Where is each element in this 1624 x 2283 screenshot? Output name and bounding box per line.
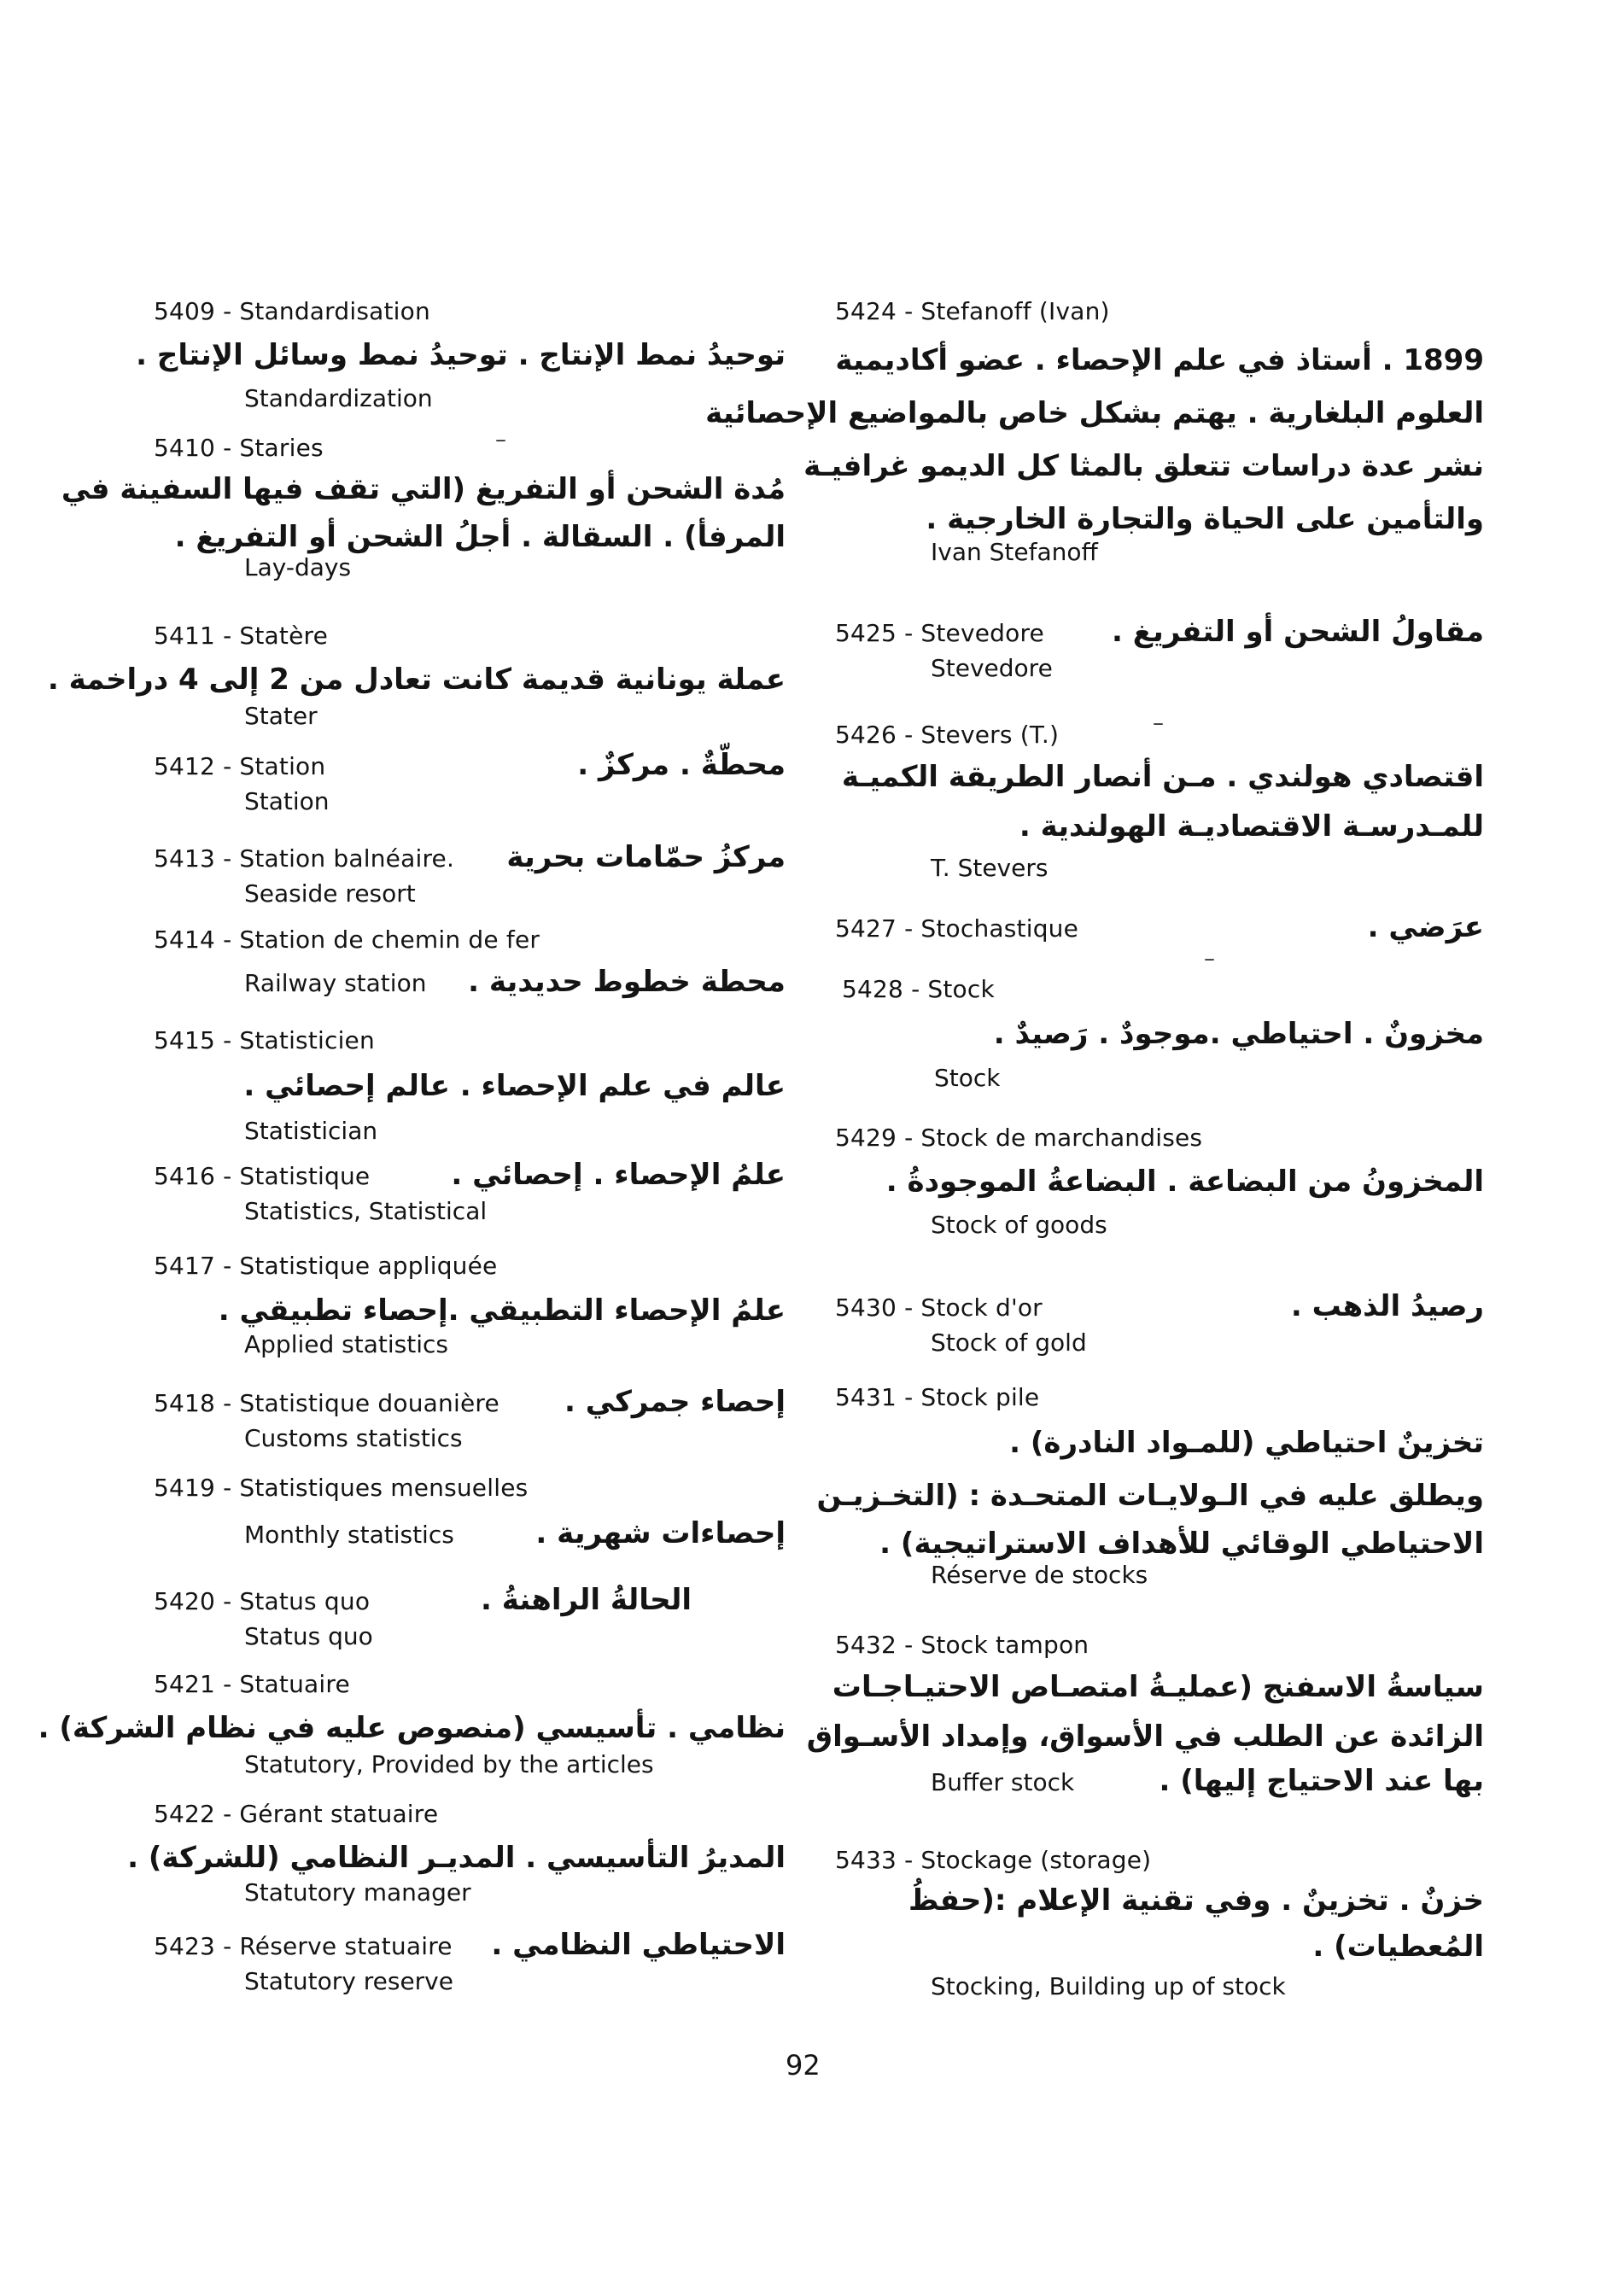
- entry-number: 5413: [154, 844, 216, 873]
- entry-term: Statistique: [239, 1162, 371, 1190]
- entry-5425: [835, 612, 1484, 718]
- entry-5414: [154, 923, 786, 1024]
- english-translation: Stevedore: [931, 654, 1053, 682]
- english-translation: Stater: [244, 702, 318, 730]
- arabic-definition: نشر عدة دراسات تتعلق بالمثا كل الديمو غرافيـة: [803, 449, 1484, 483]
- entry-term: Station de chemin de fer: [239, 925, 540, 954]
- entry-5430: [835, 1287, 1484, 1381]
- right-column: [705, 295, 1484, 2014]
- entry-number: 5431: [835, 1383, 897, 1411]
- entry-5432: [806, 1628, 1484, 1843]
- english-translation: Seaside resort: [244, 879, 416, 908]
- entry-head: 5422 - Gérant statuaire: [154, 1797, 786, 1831]
- entry-number: 5430: [835, 1293, 897, 1322]
- entry-head: 5431 - Stock pile: [835, 1381, 1484, 1415]
- entry-head: 5414 - Station de chemin de fer: [154, 923, 786, 957]
- entry-row: [154, 1382, 786, 1422]
- entry-term: Standardisation: [239, 297, 430, 325]
- entry-head: 5426 - Stevers (T.): [835, 718, 1484, 752]
- entry-term: Stock pile: [920, 1383, 1040, 1411]
- arabic-definition: محطّةٌ . مركزٌ .: [577, 748, 786, 782]
- entry-term: Réserve statuaire: [239, 1932, 453, 1960]
- entry-head: 5430 - Stock d'or: [835, 1291, 1043, 1325]
- english-translation: Ivan Stefanoff: [931, 538, 1098, 566]
- entry-row: [835, 1287, 1484, 1326]
- arabic-definition: نظامي . تأسيسي (منصوص عليه في نظام الشركة) .: [38, 1711, 786, 1745]
- entry-term: Stock tampon: [920, 1631, 1089, 1659]
- entry-head: 5413 - Station balnéaire.: [154, 842, 454, 876]
- entry-head: 5419 - Statistiques mensuelles: [154, 1471, 786, 1505]
- left-column: [38, 295, 786, 2002]
- entry-head: 5410 - Staries: [154, 431, 786, 465]
- entry-row: [835, 612, 1484, 651]
- english-translation: Statutory manager: [244, 1878, 471, 1906]
- entry-number: 5421: [154, 1670, 216, 1698]
- arabic-definition: سياسةُ الاسفنج (عمليـةُ امتصـاص الاحتيـاجـات: [832, 1670, 1484, 1704]
- english-translation: Status quo: [244, 1622, 373, 1650]
- entry-term: Statuaire: [239, 1670, 350, 1698]
- entry-5421: [38, 1667, 786, 1797]
- english-translation: Réserve de stocks: [931, 1561, 1148, 1589]
- arabic-definition: المرفأ) . السقالة . أجلُ الشحن أو التفريغ .: [174, 520, 786, 554]
- entry-head: 5428 - Stock: [835, 972, 1484, 1007]
- entry-term: Statistique douanière: [239, 1389, 499, 1417]
- arabic-definition: إحصاءات شهرية .: [535, 1516, 786, 1550]
- entry-number: 5433: [835, 1846, 897, 1874]
- english-translation: Stock of gold: [931, 1328, 1087, 1357]
- arabic-definition: العلوم البلغارية . يهتم بشكل خاص بالمواضيع الإحصائية: [705, 396, 1484, 430]
- english-translation: Stock of goods: [931, 1211, 1107, 1239]
- arabic-definition: علمُ الإحصاء التطبيقي .إحصاء تطبيقي .: [218, 1293, 786, 1328]
- entry-head: 5416 - Statistique: [154, 1159, 370, 1194]
- arabic-definition: المُعطيات) .: [1312, 1930, 1484, 1964]
- entry-head: 5424 - Stefanoff (Ivan): [835, 295, 1484, 329]
- entry-term: Stevers (T.): [920, 721, 1060, 749]
- arabic-definition: توحيدُ نمط الإنتاج . توحيدُ نمط وسائل الإنتاج .: [136, 338, 786, 372]
- entry-number: 5410: [154, 434, 216, 462]
- arabic-definition: مخزونٌ . احتياطي .موجودٌ . رَصيدٌ .: [993, 1017, 1484, 1051]
- english-translation: Station: [244, 787, 330, 815]
- entry-5420: [154, 1580, 786, 1667]
- entry-number: 5419: [154, 1474, 216, 1502]
- entry-number: 5428: [842, 975, 904, 1003]
- arabic-definition: الاحتياطي النظامي .: [491, 1928, 786, 1962]
- arabic-definition: 1899 . أستاذ في علم الإحصاء . عضو أكاديمية: [835, 343, 1484, 377]
- entry-head: 5409 - Standardisation: [154, 295, 786, 329]
- entry-term: Stock de marchandises: [920, 1124, 1203, 1152]
- entry-5431: [816, 1381, 1484, 1628]
- entry-term: Statistiques mensuelles: [239, 1474, 529, 1502]
- arabic-definition: محطة خطوط حديدية .: [468, 965, 786, 999]
- entry-5427: [835, 908, 1484, 972]
- entry-head: 5423 - Réserve statuaire: [154, 1930, 453, 1964]
- entry-head: 5415 - Statisticien: [154, 1024, 786, 1058]
- entry-term: Stock: [927, 975, 995, 1003]
- entry-term: Statistique appliquée: [239, 1252, 498, 1280]
- entry-number: 5412: [154, 752, 216, 780]
- entry-5433: [835, 1843, 1484, 2014]
- entry-row: [154, 1580, 786, 1620]
- english-translation: Statistics, Statistical: [244, 1197, 488, 1225]
- arabic-definition: ويطلق عليه في الـولايـات المتحـدة : (التخـزيـن: [816, 1479, 1484, 1513]
- entry-number: 5425: [835, 619, 897, 647]
- entry-term: Stock d'or: [920, 1293, 1043, 1322]
- entry-head: 5429 - Stock de marchandises: [835, 1121, 1484, 1155]
- entry-5426: [835, 718, 1484, 908]
- arabic-definition: تخزينٌ احتياطي (للمـواد النادرة) .: [1009, 1426, 1484, 1460]
- arabic-definition: عرَضي .: [1367, 910, 1484, 944]
- entry-5419: [154, 1471, 786, 1580]
- arabic-definition: إحصاء جمركي .: [564, 1385, 786, 1419]
- entry-number: 5415: [154, 1026, 216, 1054]
- entry-term: Station balnéaire.: [239, 844, 455, 873]
- entry-5428: [835, 972, 1484, 1121]
- entry-number: 5429: [835, 1124, 897, 1152]
- entry-5410: [61, 431, 786, 619]
- english-translation: Railway station: [244, 969, 427, 997]
- arabic-definition: الزائدة عن الطلب في الأسواق، وإمداد الأسـواق: [806, 1720, 1484, 1754]
- english-translation: Stocking, Building up of stock: [931, 1972, 1286, 2000]
- entry-row: [154, 838, 786, 877]
- english-translation: Stock: [934, 1064, 1001, 1092]
- entry-head: 5420 - Status quo: [154, 1585, 370, 1619]
- entry-5422: [127, 1797, 786, 1925]
- entry-number: 5422: [154, 1800, 216, 1828]
- entry-number: 5418: [154, 1389, 216, 1417]
- english-translation: Monthly statistics: [244, 1521, 454, 1549]
- entry-row: [154, 962, 786, 1001]
- english-translation: Lay-days: [244, 553, 352, 581]
- arabic-definition: عملة يونانية قديمة كانت تعادل من 2 إلى 4 دراخمة .: [47, 663, 786, 697]
- entry-5416: [154, 1155, 786, 1249]
- entry-head: 5433 - Stockage (storage): [835, 1843, 1484, 1877]
- english-translation: Customs statistics: [244, 1424, 463, 1452]
- scan-mark: –: [495, 427, 506, 453]
- entry-term: Staries: [239, 434, 324, 462]
- english-translation: Statistician: [244, 1117, 378, 1145]
- arabic-definition: مُدة الشحن أو التفريغ (التي تقف فيها السفينة في: [61, 472, 786, 506]
- arabic-definition: خزنٌ . تخزينٌ . وفي تقنية الإعلام :(حفظُ: [908, 1883, 1484, 1918]
- entry-head: 5427 - Stochastique: [835, 912, 1078, 946]
- entry-number: 5414: [154, 925, 216, 954]
- english-translation: Buffer stock: [931, 1768, 1075, 1796]
- arabic-definition: المديرُ التأسيسي . المديـر النظامي (للشركة) .: [127, 1841, 786, 1875]
- entry-5423: [154, 1925, 786, 2002]
- entry-term: Stockage (storage): [920, 1846, 1152, 1874]
- entry-number: 5416: [154, 1162, 216, 1190]
- entry-head: 5411 - Statère: [154, 619, 786, 653]
- scan-mark: –: [1153, 710, 1164, 736]
- entry-5412: [154, 745, 786, 838]
- entry-head: 5432 - Stock tampon: [835, 1628, 1484, 1662]
- arabic-definition: علمُ الإحصاء . إحصائي .: [451, 1158, 786, 1192]
- entry-row: [154, 1155, 786, 1194]
- entry-5418: [154, 1382, 786, 1471]
- entry-head: 5418 - Statistique douanière: [154, 1387, 499, 1421]
- entry-number: 5426: [835, 721, 897, 749]
- entry-number: 5423: [154, 1932, 216, 1960]
- entry-5413: [154, 838, 786, 923]
- entry-row: [154, 1925, 786, 1965]
- entry-row: [154, 745, 786, 785]
- entry-head: 5425 - Stevedore: [835, 616, 1044, 651]
- arabic-definition: رصيدُ الذهب .: [1290, 1289, 1484, 1323]
- english-translation: Applied statistics: [244, 1330, 448, 1358]
- entry-5429: [835, 1121, 1484, 1287]
- arabic-definition: الحالةُ الراهنةُ .: [481, 1583, 692, 1617]
- entry-term: Stefanoff (Ivan): [920, 297, 1110, 325]
- entry-term: Status quo: [239, 1587, 371, 1615]
- arabic-definition: بها عند الاحتياج إليها) .: [1159, 1764, 1484, 1798]
- english-translation: Statutory, Provided by the articles: [244, 1750, 654, 1778]
- entry-number: 5409: [154, 297, 216, 325]
- entry-number: 5432: [835, 1631, 897, 1659]
- entry-5424: [705, 295, 1484, 612]
- entry-term: Stochastique: [920, 914, 1079, 943]
- entry-5411: [47, 619, 786, 745]
- entry-number: 5411: [154, 622, 216, 650]
- entry-term: Statisticien: [239, 1026, 375, 1054]
- entry-term: Stevedore: [920, 619, 1044, 647]
- entry-head: 5412 - Station: [154, 750, 325, 784]
- arabic-definition: الاحتياطي الوقائي للأهداف الاستراتيجية) .: [879, 1527, 1484, 1561]
- entry-row: [835, 908, 1484, 947]
- entry-head: 5421 - Statuaire: [154, 1667, 786, 1702]
- page-number: 92: [786, 2049, 821, 2082]
- entry-term: Station: [239, 752, 326, 780]
- english-translation: T. Stevers: [931, 854, 1049, 882]
- arabic-definition: مركزُ حمّامات بحرية: [506, 840, 786, 874]
- entry-row: [154, 1514, 786, 1553]
- entry-5417: [154, 1249, 786, 1382]
- arabic-definition: والتأمين على الحياة والتجارة الخارجية .: [926, 502, 1484, 536]
- english-translation: Statutory reserve: [244, 1967, 453, 1995]
- arabic-definition: عالم في علم الإحصاء . عالم إحصائي .: [243, 1069, 786, 1103]
- entry-term: Statère: [239, 622, 329, 650]
- entry-term: Gérant statuaire: [239, 1800, 439, 1828]
- entry-number: 5427: [835, 914, 897, 943]
- entry-number: 5417: [154, 1252, 216, 1280]
- arabic-definition: اقتصادي هولندي . مـن أنصار الطريقة الكميـة: [841, 760, 1484, 794]
- entry-number: 5424: [835, 297, 897, 325]
- entry-row: [835, 1761, 1484, 1801]
- scan-mark: –: [1204, 946, 1215, 972]
- entry-5409: [136, 295, 786, 424]
- entry-number: 5420: [154, 1587, 216, 1615]
- entry-5415: [154, 1024, 786, 1155]
- entry-head: 5417 - Statistique appliquée: [154, 1249, 786, 1283]
- english-translation: Standardization: [244, 384, 433, 412]
- arabic-definition: المخزونُ من البضاعة . البضاعةُ الموجودةُ .: [885, 1165, 1484, 1199]
- arabic-definition: مقاولُ الشحن أو التفريغ .: [1111, 615, 1484, 649]
- arabic-definition: للمـدرسـة الاقتصاديـة الهولندية .: [1019, 809, 1484, 844]
